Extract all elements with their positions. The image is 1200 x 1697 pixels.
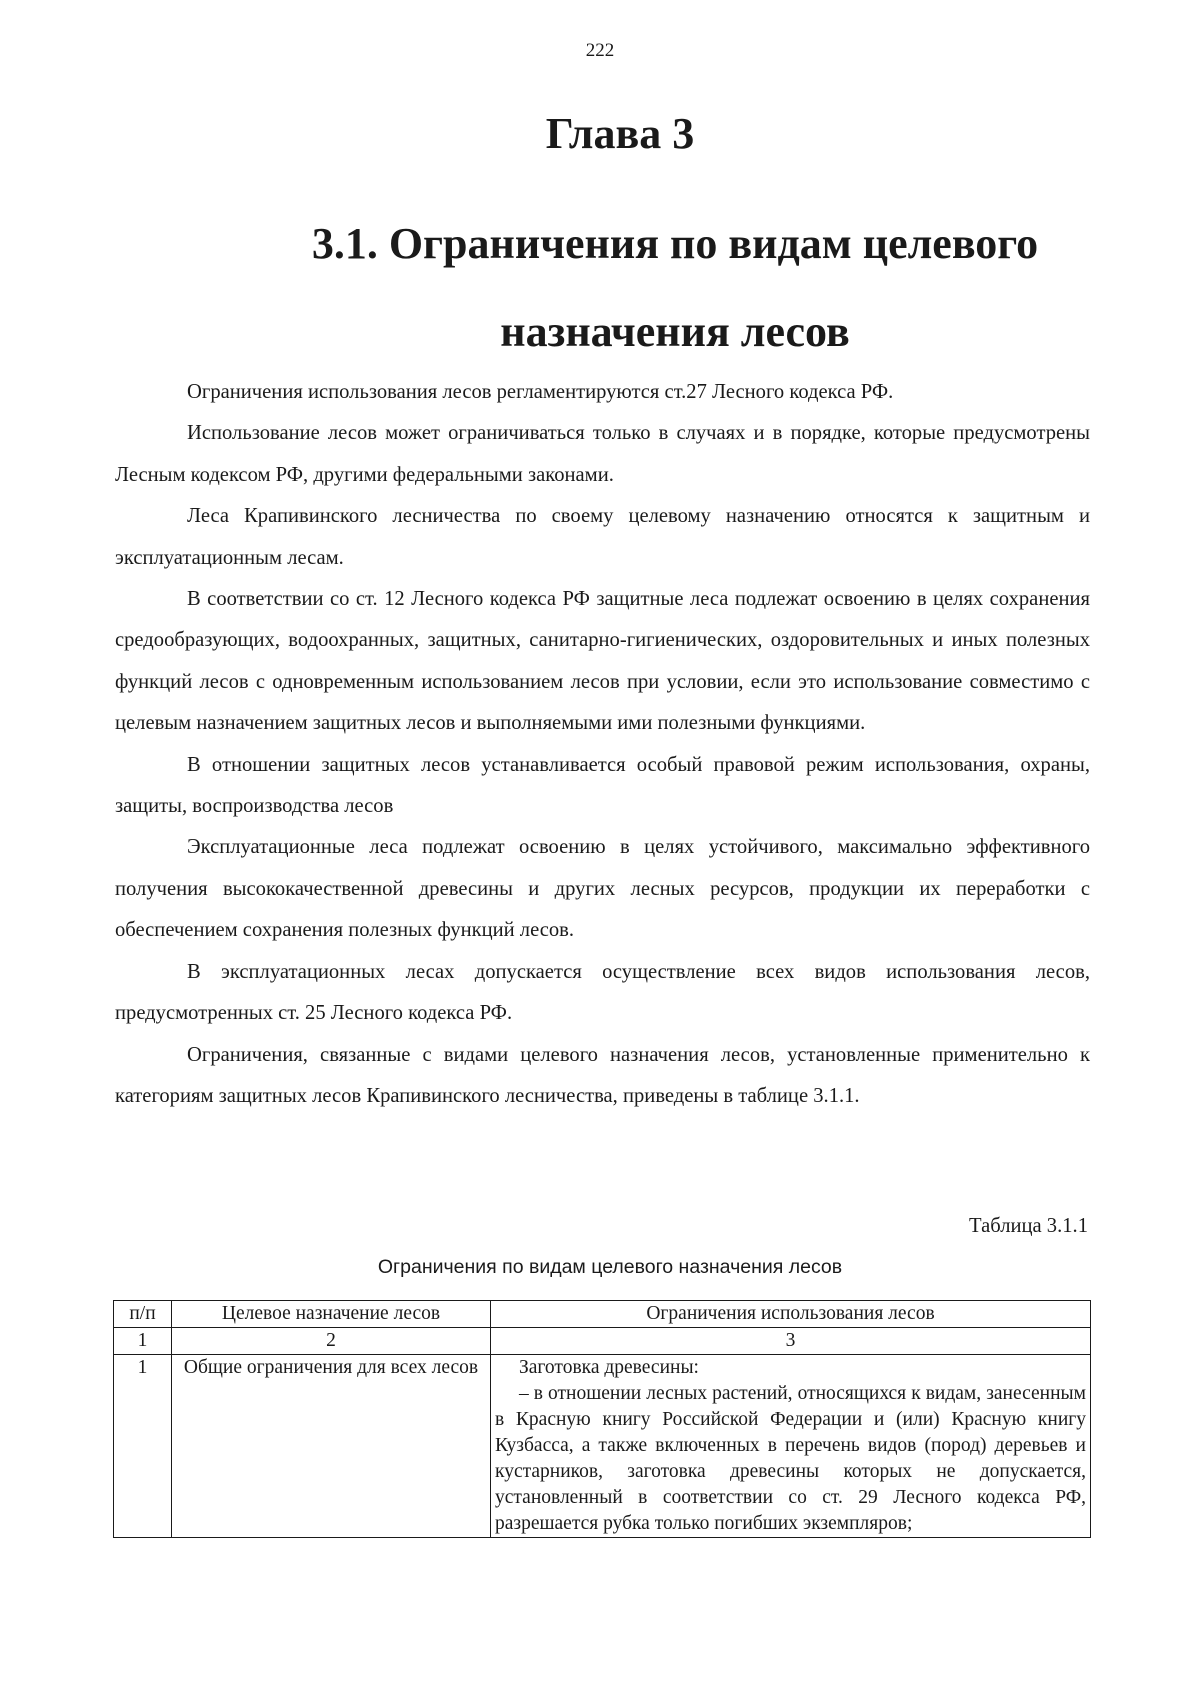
chapter-title: Глава 3 [545, 109, 695, 158]
paragraph: В отношении защитных лесов устанавливается особый правовой режим использования, охраны, защиты, воспроизводства лесов [115, 753, 1090, 818]
paragraph: В соответствии со ст. 12 Лесного кодекса РФ защитные леса подлежат освоению в целях сохранения средообразующих, водоохранных, защитных, санитарно-гигиенических, оздоровительных и иных полезных функций лесов с одновременным использованием лесов при условии, если это использование совместимо с целевым назначением защитных лесов и выполняемыми ими полезными функциями. [115, 588, 1090, 735]
limits-item: – в отношении лесных растений, относящихся к видам, занесенным в Красную книгу Российской Федерации и (или) Красную книгу Кузбасса, а также включенных в перечень видов (пород) деревьев и кустарников, заготовка древесины которых не допускается, установленный в соответствии со ст. 29 Лесного кодекса РФ, разрешается рубка только погибших экземпляров; [495, 1383, 1086, 1534]
page-number: 222 [585, 40, 615, 61]
limits-heading: Заготовка древесины: [519, 1357, 699, 1378]
table-caption: Ограничения по видам целевого назначения лесов [377, 1256, 843, 1278]
column-number-cell: 3 [491, 1328, 1091, 1355]
row-number-cell: 1 [114, 1355, 172, 1538]
header-cell-purpose: Целевое назначение лесов [172, 1301, 491, 1328]
table-header-row [114, 1301, 1091, 1328]
paragraph: Ограничения, связанные с видами целевого назначения лесов, установленные применительно к категориям защитных лесов Крапивинского лесничества, приведены в таблице 3.1.1. [115, 1043, 1090, 1107]
header-cell-number: п/п [114, 1301, 172, 1328]
paragraph: Использование лесов может ограничиваться только в случаях и в порядке, которые предусмотрены Лесным кодексом РФ, другими федеральными законами. [115, 422, 1090, 486]
table-column-number-row [114, 1328, 1091, 1355]
paragraph: Ограничения использования лесов регламентируются ст.27 Лесного кодекса РФ. [187, 381, 894, 403]
purpose-cell: Общие ограничения для всех лесов [172, 1355, 491, 1538]
header-cell-limits: Ограничения использования лесов [491, 1301, 1091, 1328]
table-label: Таблица 3.1.1 [969, 1215, 1088, 1237]
column-number-cell: 1 [114, 1328, 172, 1355]
column-number-cell: 2 [172, 1328, 491, 1355]
limits-cell [491, 1355, 1091, 1538]
table-row [114, 1355, 1091, 1538]
section-title: 3.1. Ограничения по видам целевого назначения лесов [311, 219, 1039, 356]
paragraph: Леса Крапивинского лесничества по своему целевому назначению относятся к защитным и эксплуатационным лесам. [115, 505, 1090, 569]
paragraph: Эксплуатационные леса подлежат освоению в целях устойчивого, максимально эффективного получения высококачественной древесины и других лесных ресурсов, продукции их переработки с обеспечением сохранения полезных функций лесов. [115, 836, 1090, 942]
body-text [115, 372, 1090, 1117]
paragraph: В эксплуатационных лесах допускается осуществление всех видов использования лесов, предусмотренных ст. 25 Лесного кодекса РФ. [115, 960, 1090, 1025]
restrictions-table [113, 1300, 1091, 1538]
